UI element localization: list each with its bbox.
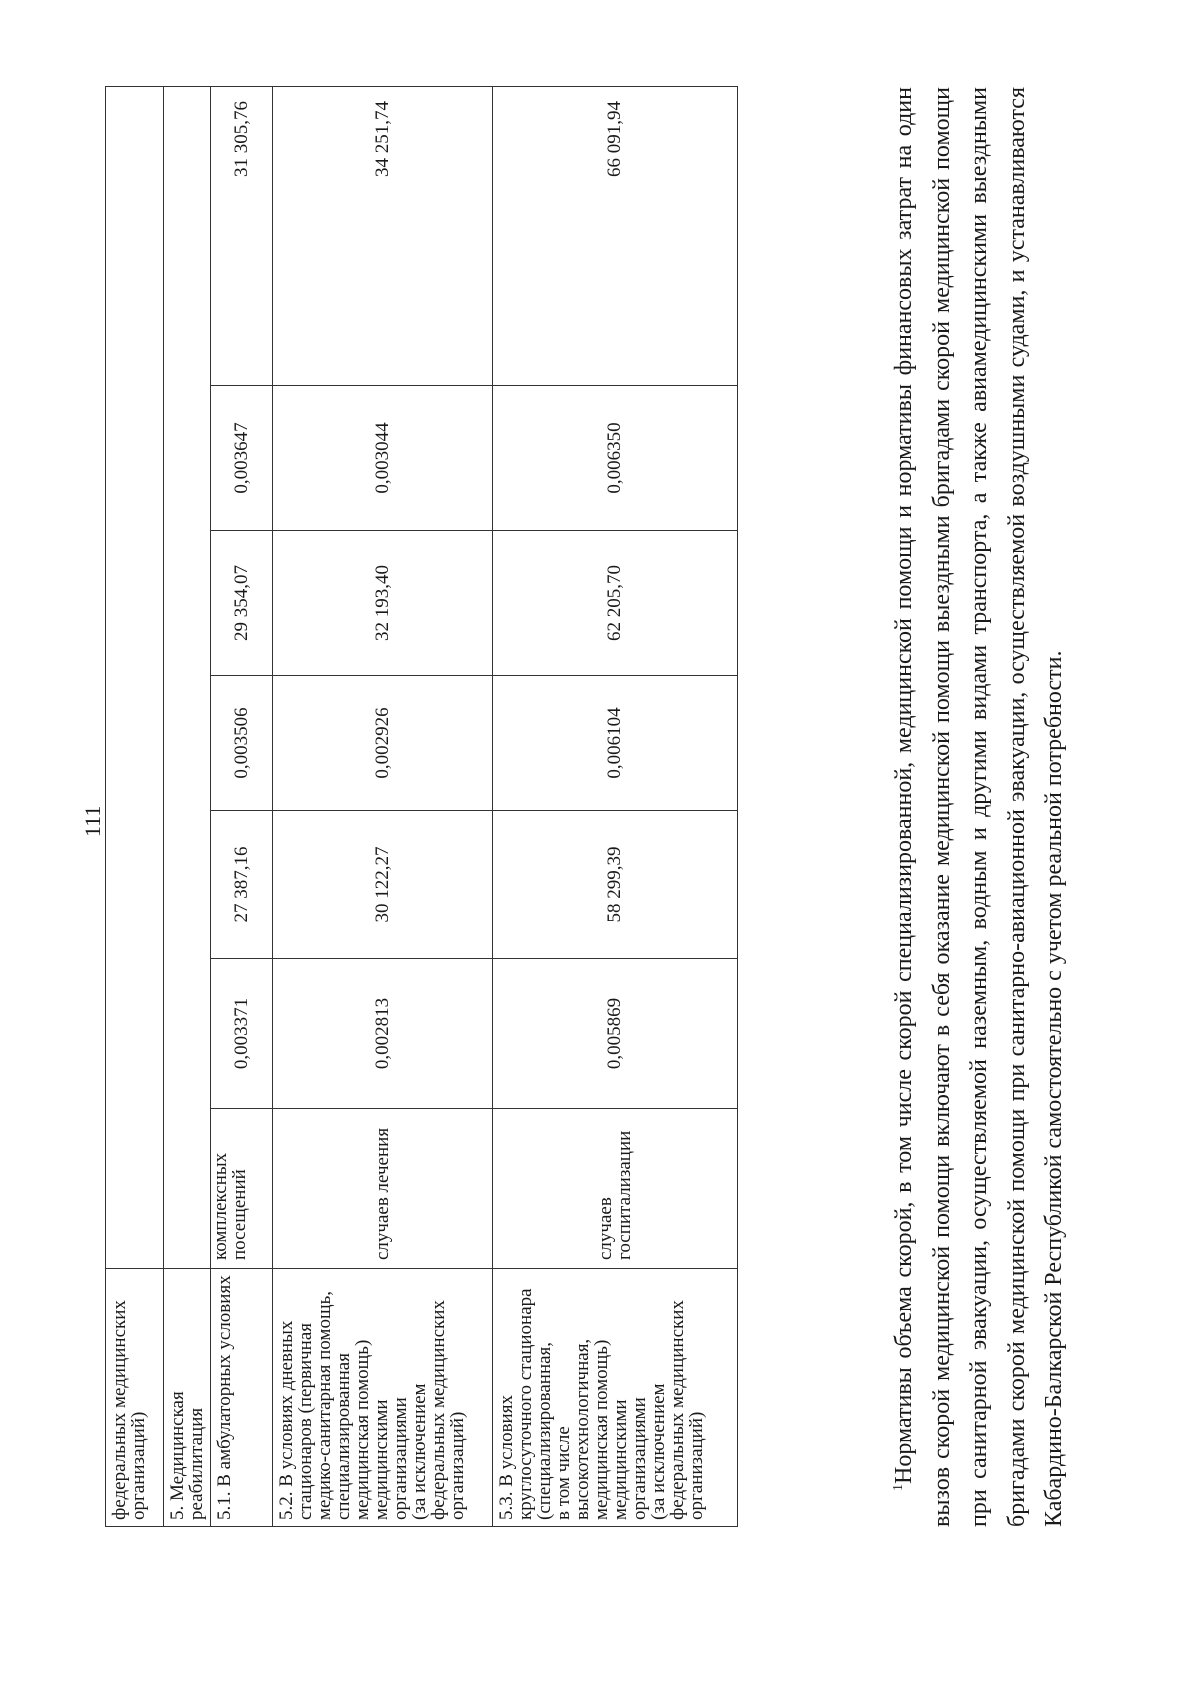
row-name: 5.3. В условиях круглосуточного стационара (специализированная, в том числе высокотехнологичная, медицинская помощь) медицинскими организациями (за исключением федеральных медицинских организаций) [493, 1269, 738, 1527]
value-cell: 29 354,07 [211, 531, 273, 676]
value-cell: 0,005869 [493, 959, 738, 1109]
row-name: 5. Медицинская реабилитация [164, 1269, 211, 1527]
value-cell: 0,003506 [211, 676, 273, 811]
row-name: 5.2. В условиях дневных стационаров (первичная медико-санитарная помощь, специализированная медицинская помощь) медицинскими организациями (за исключением федеральных медицинских организаций) [273, 1269, 493, 1527]
footnote-text: Нормативы объема скорой, в том числе скорой специализированной, медицинской помощи и нормативы финансовых затрат на один вызов скорой медицинской помощи включают в себя оказание медицинской помощи выездными бригадами скорой медицинской помощи при санитарной эвакуации, осуществляемой наземным, водным и другими видами транспорта, а также авиамедицинскими выездными бригадами скорой медицинской помощи при санитарно-авиационной эвакуации, осуществляемой воздушными судами, и устанавливаются Кабардино-Балкарской Республикой самостоятельно с учетом реальной потребности. [891, 87, 1067, 1527]
footnote-marker: 1 [891, 1484, 906, 1491]
value-cell: 62 205,70 [493, 531, 738, 676]
row-name: федеральных медицинских организаций) [106, 1269, 164, 1527]
value-cell: 0,003044 [273, 386, 493, 531]
page-number: 111 [80, 805, 105, 837]
table-row [164, 86, 211, 1526]
row-name: 5.1. В амбулаторных условиях [211, 1269, 273, 1527]
row-unit: случаев лечения [273, 1109, 493, 1269]
value-cell: 34 251,74 [273, 86, 493, 385]
value-cell: 30 122,27 [273, 811, 493, 959]
table-row [493, 86, 738, 1526]
value-cell: 0,003371 [211, 959, 273, 1109]
empty-cell [164, 86, 211, 1268]
value-cell: 0,006350 [493, 386, 738, 531]
value-cell: 0,003647 [211, 386, 273, 531]
table-row [211, 86, 273, 1526]
value-cell: 0,002926 [273, 676, 493, 811]
table-row [273, 86, 493, 1526]
value-cell: 27 387,16 [211, 811, 273, 959]
table-row [106, 86, 164, 1526]
value-cell: 0,002813 [273, 959, 493, 1109]
value-cell: 58 299,39 [493, 811, 738, 959]
value-cell: 31 305,76 [211, 86, 273, 385]
row-unit: случаев госпитализации [493, 1109, 738, 1269]
footnote [880, 87, 1074, 1527]
empty-cell [106, 86, 164, 1268]
value-cell: 32 193,40 [273, 531, 493, 676]
value-cell: 66 091,94 [493, 86, 738, 385]
row-unit: комплексных посещений [211, 1109, 273, 1269]
value-cell: 0,006104 [493, 676, 738, 811]
norms-table [105, 86, 738, 1527]
